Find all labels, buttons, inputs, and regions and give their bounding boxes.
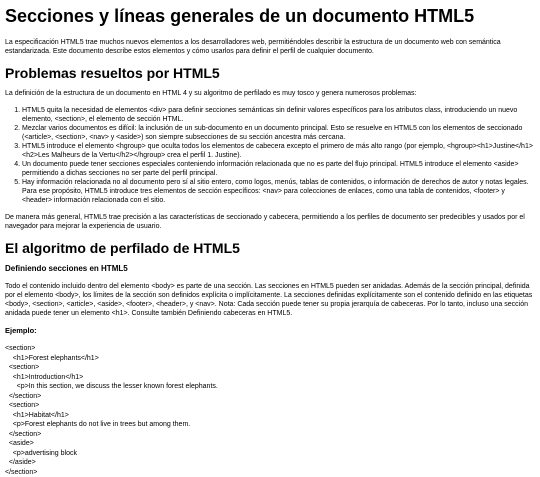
list-item: 2. Mezclar varios documentos es difícil: la inclusión de un sub-documento en un documento principal. Esto se resuelve en HTML5 con los elementos de seccionado (<article>, <section>, <nav> y <aside>) son siempre subsecciones de su sección ancestra más cercana. xyxy=(22,124,535,142)
list-item: 1. HTML5 quita la necesidad de elementos <div> para definir secciones semánticas sin definir valores específicos para los atributos class, introduciendo un nuevo elemento, <section>, el elemento de sección HTML. xyxy=(22,106,535,124)
sections-body: Todo el contenido incluido dentro del elemento <body> es parte de una sección. Las secciones en HTML5 pueden ser anidadas. Además de la sección principal, definida por el elemento <body>, los límites de la sección son definidos explícita o implícitamente. La secciones definidas explícitamente son el contenido definido en las etiquetas <body>, <section>, <article>, <aside>, <footer>, <header>, y <nav>. Nota: Cada sección puede tener su propia jerarquía de cabeceras. Por lo tanto, incluso una sección anidada puede tener un elemento <h1>. Consulte también Definiendo cabeceras en HTML5. xyxy=(5,283,533,317)
list-item: 5. Hay información relacionada no al documento pero sí al sitio entero, como logos, menús, tablas de contenidos, o información de derechos de autor y notas legales. Para ese propósito, HTML5 introduce tres elementos de sección específicos: <nav> para colecciones de enlaces, como una tabla de contenidos, <footer> y <header> información relacionada con el sitio. xyxy=(22,178,535,205)
problems-list xyxy=(5,106,535,205)
code-example: <section> <h1>Forest elephants</h1> <section> <h1>Introduction</h1> <p>In this section, we discuss the lesser known forest elephants. </section> <section> <h1>Habitat</h1> <p>Forest elephants do not live in trees but among them. </section> <aside> <p>advertising block </aside> </section> xyxy=(5,345,218,476)
page-title: Secciones y líneas generales de un documento HTML5 xyxy=(5,6,475,26)
algorithm-heading: El algoritmo de perfilado de HTML5 xyxy=(5,240,240,256)
problems-lead: La definición de la estructura de un documento en HTML 4 y su algoritmo de perfilado es muy tosco y genera numerosos problemas: xyxy=(5,90,417,97)
sections-subheading: Definiendo secciones en HTML5 xyxy=(5,264,128,273)
problems-summary: De manera más general, HTML5 trae precisión a las características de seccionado y cabecera, permitiendo a los perfiles de documento ser predecibles y usados por el navegador para mejorar la experiencia de usuario. xyxy=(5,214,525,230)
intro-paragraph: La especificación HTML5 trae muchos nuevos elementos a los desarrolladores web, permitiéndoles describir la estructura de un documento web con semántica estandarizada. Este documento describe estos elementos y cómo usarlos para definir el perfil de cualquier documento. xyxy=(5,39,501,55)
example-label: Ejemplo: xyxy=(5,326,37,335)
list-item: 4. Un documento puede tener secciones especiales conteniendo información relacionada que no es parte del flujo principal. HTML5 introduce el elemento <aside> permitiendo a dichas secciones no ser parte del perfil principal. xyxy=(22,160,535,178)
list-item: 3. HTML5 introduce el elemento <hgroup> que oculta todos los elementos de cabecera excepto el primero de más alto rango (por ejemplo, <hgroup><h1>Justine</h1><h2>Les Malheurs de la Vertu</h2></hgroup> crea el perfil 1. Justine). xyxy=(22,142,535,160)
problems-heading: Problemas resueltos por HTML5 xyxy=(5,65,220,81)
